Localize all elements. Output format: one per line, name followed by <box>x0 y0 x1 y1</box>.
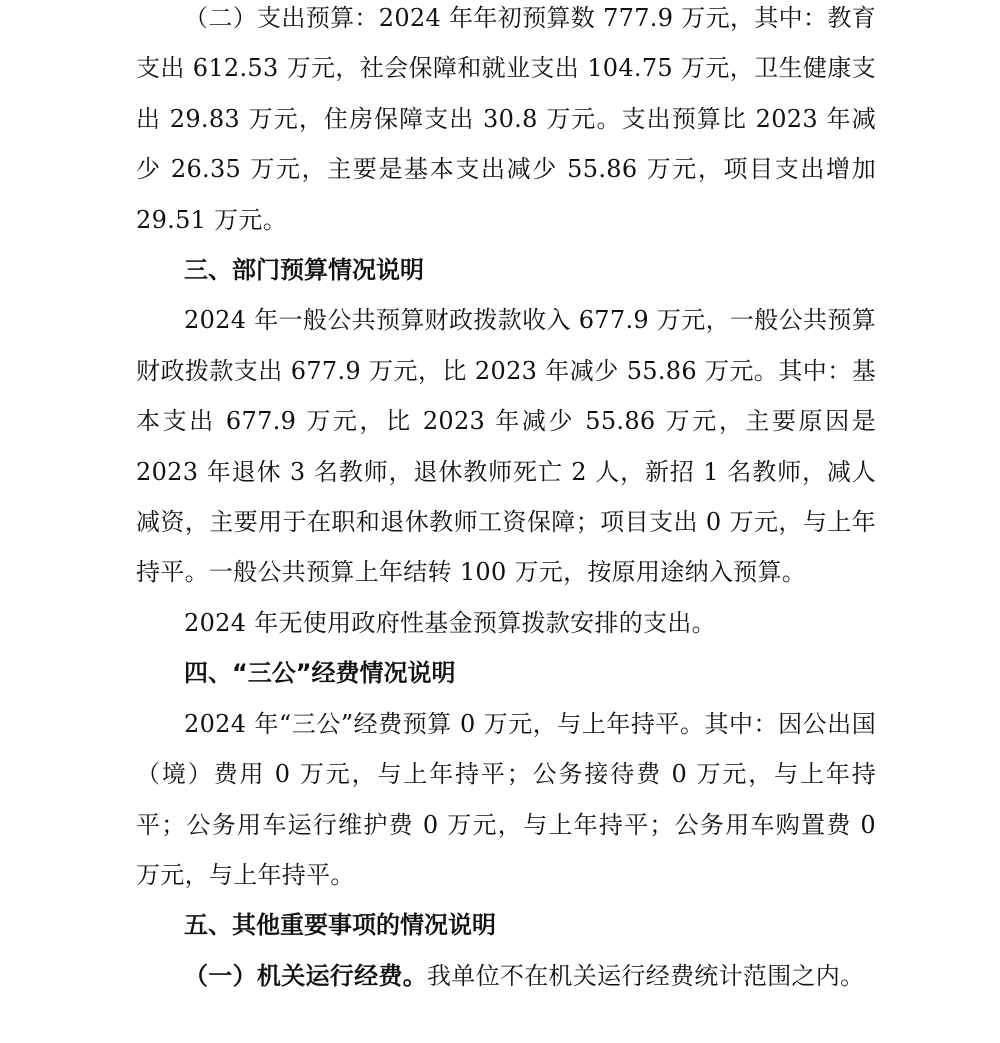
agency-operating-expenses-text: 我单位不在机关运行经费统计范围之内。 <box>427 961 865 990</box>
section-heading-other-matters: 五、其他重要事项的情况说明 <box>184 911 496 940</box>
three-public-expenses-paragraph: 2024 年“三公”经费预算 0 万元，与上年持平。其中：因公出国（境）费用 0 万元，与上年持平；公务接待费 0 万元，与上年持平；公务用车运行维护费 0 万元，与上年持平；公务用车购置费 0 万元，与上年持平。 <box>136 709 876 889</box>
section-heading-three-public-expenses: 四、“三公”经费情况说明 <box>184 659 456 688</box>
document-page <box>136 0 876 1001</box>
agency-operating-expenses-paragraph <box>136 951 876 1001</box>
expense-budget-paragraph: （二）支出预算：2024 年年初预算数 777.9 万元，其中：教育支出 612.53 万元，社会保障和就业支出 104.75 万元，卫生健康支出 29.83 万元，住房保障支出 30.8 万元。支出预算比 2023 年减少 26.35 万元，主要是基本支出减少 55.86 万元，项目支出增加 29.51 万元。 <box>136 4 876 234</box>
section-heading-department-budget: 三、部门预算情况说明 <box>184 256 424 285</box>
government-fund-paragraph: 2024 年无使用政府性基金预算拨款安排的支出。 <box>184 608 716 637</box>
general-public-budget-paragraph: 2024 年一般公共预算财政拨款收入 677.9 万元，一般公共预算财政拨款支出 677.9 万元，比 2023 年减少 55.86 万元。其中：基本支出 677.9 万元，比 2023 年减少 55.86 万元，主要原因是 2023 年退休 3 名教师，退休教师死亡 2 人，新招 1 名教师，减人减资，主要用于在职和退休教师工资保障；项目支出 0 万元，与上年持平。一般公共预算上年结转 100 万元，按原用途纳入预算。 <box>136 306 876 587</box>
agency-operating-expenses-label: （一）机关运行经费。 <box>184 961 427 990</box>
